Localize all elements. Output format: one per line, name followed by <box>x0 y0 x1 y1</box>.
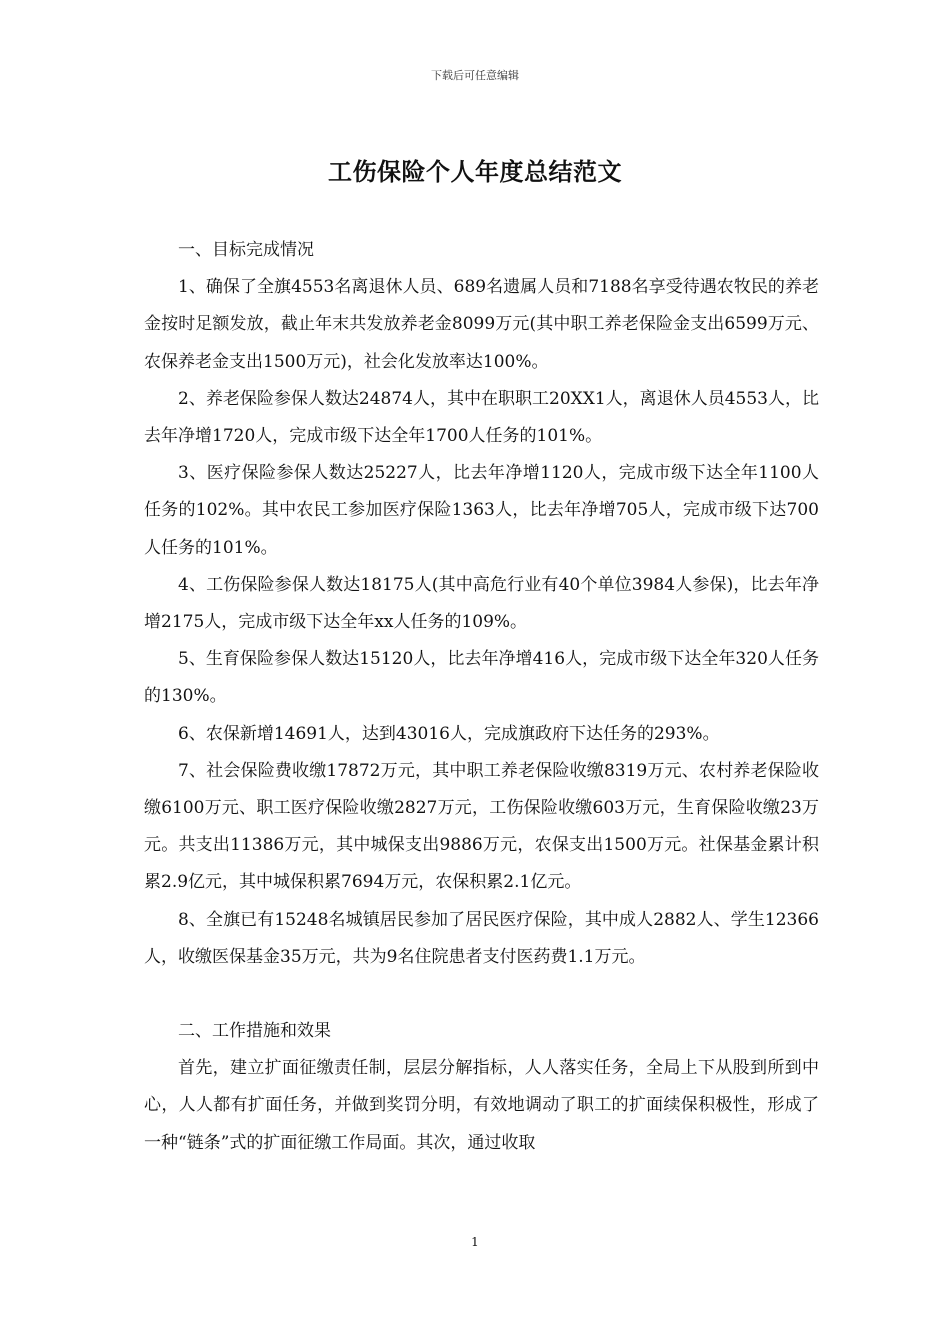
paragraph: 6、农保新增14691人，达到43016人，完成旗政府下达任务的293%。 <box>178 723 720 744</box>
paragraph: 8、全旗已有15248名城镇居民参加了居民医疗保险，其中成人2882人、学生12366人，收缴医保基金35万元，共为9名住院患者支付医药费1.1万元。 <box>144 909 819 967</box>
document-title: 工伤保险个人年度总结范文 <box>328 158 622 186</box>
paragraph: 1、确保了全旗4553名离退休人员、689名遗属人员和7188名享受待遇农牧民的养老金按时足额发放，截止年末共发放养老金8099万元(其中职工养老保险金支出6599万元、农保养老金支出1500万元)，社会化发放率达100%。 <box>144 277 819 372</box>
paragraph: 4、工伤保险参保人数达18175人(其中高危行业有40个单位3984人参保)，比去年净增2175人，完成市级下达全年xx人任务的109%。 <box>144 574 819 633</box>
paragraph: 2、养老保险参保人数达24874人，其中在职职工20XX1人，离退休人员4553人，比去年净增1720人，完成市级下达全年1700人任务的101%。 <box>144 388 819 447</box>
paragraph: 首先，建立扩面征缴责任制，层层分解指标，人人落实任务，全局上下从股到所到中心，人人都有扩面任务，并做到奖罚分明，有效地调动了职工的扩面续保积极性，形成了一种“链条”式的扩面征缴工作局面。其次，通过收取 <box>144 1058 819 1153</box>
paragraph: 3、医疗保险参保人数达25227人，比去年净增1120人，完成市级下达全年1100人任务的102%。其中农民工参加医疗保险1363人，比去年净增705人，完成市级下达700人任务的101%。 <box>144 463 819 558</box>
document-body <box>144 232 819 1162</box>
header-note: 下载后可任意编辑 <box>431 69 519 82</box>
section-heading: 二、工作措施和效果 <box>178 1021 331 1042</box>
page-number: 1 <box>471 1235 479 1249</box>
paragraph: 7、社会保险费收缴17872万元，其中职工养老保险收缴8319万元、农村养老保险收缴6100万元、职工医疗保险收缴2827万元，工伤保险收缴603万元，生育保险收缴23万元。共支出11386万元，其中城保支出9886万元，农保支出1500万元。社保基金累计积累2.9亿元，其中城保积累7694万元，农保积累2.1亿元。 <box>144 760 819 893</box>
paragraph: 5、生育保险参保人数达15120人，比去年净增416人，完成市级下达全年320人任务的130%。 <box>144 649 819 707</box>
section-heading: 一、目标完成情况 <box>178 240 314 260</box>
